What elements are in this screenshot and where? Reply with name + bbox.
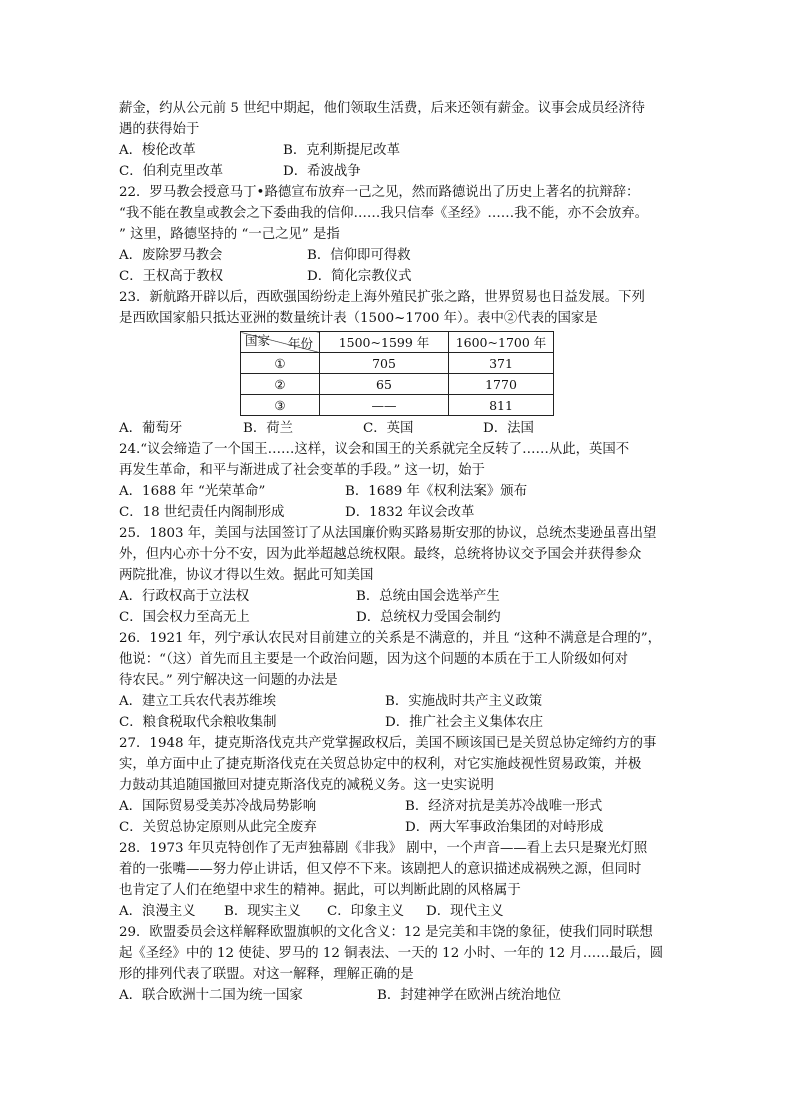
table-row xyxy=(241,353,554,374)
q22-options-row xyxy=(119,245,694,266)
q27-stem-line: 27．1948 年，捷克斯洛伐克共产党掌握政权后，美国不顾该国已是关贸总协定缔约方的事 xyxy=(119,736,657,751)
q29-stem-line: 形的排列代表了联盟。对这一解释，理解正确的是 xyxy=(119,967,414,982)
q22-option-a[interactable]: A．废除罗马教会 xyxy=(119,248,223,263)
q29-option-a[interactable]: A．联合欧洲十二国为统一国家 xyxy=(119,988,303,1003)
q25-option-b[interactable]: B．总统由国会选举产生 xyxy=(356,589,500,604)
q22-stem-line: ” 这里，路德坚持的 “一己之见” 是指 xyxy=(119,227,340,242)
table-header-row xyxy=(241,332,554,353)
q24-option-a[interactable]: A．1688 年 “光荣革命” xyxy=(119,484,266,499)
q24-options-row xyxy=(119,481,694,502)
q21-option-d[interactable]: D．希波战争 xyxy=(283,164,361,179)
q22-options-row xyxy=(119,266,694,287)
q29-options-row xyxy=(119,985,694,1006)
q25-options-row xyxy=(119,586,694,607)
q23-stem-line: 23．新航路开辟以后，西欧强国纷纷走上海外殖民扩张之路，世界贸易也日益发展。下列 xyxy=(119,290,645,305)
table-cell: 371 xyxy=(449,353,554,374)
q25-options-row xyxy=(119,607,694,628)
q26-option-a[interactable]: A．建立工兵农代表苏维埃 xyxy=(119,694,276,709)
table-row-label: ② xyxy=(241,374,320,395)
q29-stem-line: 29．欧盟委员会这样解释欧盟旗帜的文化含义：12 是完美和丰饶的象征，使我们同时联想 xyxy=(119,925,653,940)
q24-stem-line: 再发生革命，和平与渐进成了社会变革的手段。” 这一切，始于 xyxy=(119,463,485,478)
q24-option-c[interactable]: C．18 世纪责任内阁制形成 xyxy=(119,505,285,520)
q23-option-c[interactable]: C．英国 xyxy=(363,421,414,436)
table-cell: 811 xyxy=(449,395,554,416)
q22-option-c[interactable]: C．王权高于教权 xyxy=(119,269,223,284)
table-cell: 705 xyxy=(320,353,449,374)
q21-option-b[interactable]: B．克利斯提尼改革 xyxy=(283,143,400,158)
table-cell: 65 xyxy=(320,374,449,395)
q29-stem-line: 起《圣经》中的 12 使徒、罗马的 12 铜表法、一天的 12 小时、一年的 12 月……最后，圆 xyxy=(119,946,664,961)
q21-stem-line: 遇的获得始于 xyxy=(119,122,200,137)
table-cell: 1770 xyxy=(449,374,554,395)
q25-stem-line: 两院批准，协议才得以生效。据此可知美国 xyxy=(119,568,374,583)
q25-stem-line: 外，但内心亦十分不安，因为此举超越总统权限。最终，总统将协议交予国会并获得参众 xyxy=(119,547,642,562)
q28-options-row xyxy=(119,901,694,922)
corner-country-label: 国家 xyxy=(245,333,271,348)
q27-stem-line: 实，单方面中止了捷克斯洛伐克在关贸总协定中的权利，对它实施歧视性贸易政策，并极 xyxy=(119,757,642,772)
q22-stem-line: 22．罗马教会授意马丁•路德宣布放弃一己之见，然而路德说出了历史上著名的抗辩辞： xyxy=(119,185,640,200)
q25-option-c[interactable]: C．国会权力至高无上 xyxy=(119,610,250,625)
q23-options-row xyxy=(119,418,694,439)
q21-options-row xyxy=(119,161,694,182)
q23-option-b[interactable]: B．荷兰 xyxy=(243,421,294,436)
table-header-cell: 1600~1700 年 xyxy=(449,332,554,353)
q27-option-d[interactable]: D．两大军事政治集团的对峙形成 xyxy=(405,820,604,835)
q23-option-a[interactable]: A．葡萄牙 xyxy=(119,421,183,436)
q25-stem-line: 25．1803 年，美国与法国签订了从法国廉价购买路易斯安那的协议，总统杰斐逊虽喜出望 xyxy=(119,526,657,541)
q21-option-c[interactable]: C．伯利克里改革 xyxy=(119,164,223,179)
q26-stem-line: 待农民。” 列宁解决这一问题的办法是 xyxy=(119,673,338,688)
q21-options-row xyxy=(119,140,694,161)
table-cell: —— xyxy=(320,395,449,416)
q27-option-c[interactable]: C．关贸总协定原则从此完全废弃 xyxy=(119,820,317,835)
q28-stem-line: 也肯定了人们在绝望中求生的精神。据此，可以判断此剧的风格属于 xyxy=(119,883,521,898)
table-row xyxy=(241,395,554,416)
q29-option-b[interactable]: B．封建神学在欧洲占统治地位 xyxy=(377,988,561,1003)
q26-stem-line: 他说：“（这）首先而且主要是一个政治问题，因为这个问题的本质在于工人阶级如何对 xyxy=(119,652,628,667)
q26-option-d[interactable]: D．推广社会主义集体农庄 xyxy=(385,715,544,730)
q26-options-row xyxy=(119,712,694,733)
exam-page xyxy=(119,98,694,1006)
q28-option-b[interactable]: B．现实主义 xyxy=(224,904,301,919)
table-row-label: ③ xyxy=(241,395,320,416)
q22-option-d[interactable]: D．简化宗教仪式 xyxy=(307,269,412,284)
q24-option-b[interactable]: B．1689 年《权利法案》颁布 xyxy=(345,484,528,499)
q27-options-row xyxy=(119,796,694,817)
q27-stem-line: 力鼓动其追随国撤回对捷克斯洛伐克的减税义务。这一史实说明 xyxy=(119,778,494,793)
q21-option-a[interactable]: A．梭伦改革 xyxy=(119,143,196,158)
q24-stem-line: 24.“议会缔造了一个国王……这样，议会和国王的关系就完全反转了……从此，英国不 xyxy=(119,442,630,457)
ship-statistics-table xyxy=(240,331,554,416)
q27-option-a[interactable]: A．国际贸易受美苏冷战局势影响 xyxy=(119,799,317,814)
table-corner-cell xyxy=(241,332,320,353)
q27-options-row xyxy=(119,817,694,838)
q26-option-c[interactable]: C．粮食税取代余粮收集制 xyxy=(119,715,277,730)
q22-stem-line: “我不能在教皇或教会之下委曲我的信仰……我只信奉《圣经》……我不能，亦不会放弃。 xyxy=(119,206,649,221)
q21-stem-line: 薪金，约从公元前 5 世纪中期起，他们领取生活费，后来还领有薪金。议事会成员经济待 xyxy=(119,101,645,116)
q28-option-c[interactable]: C．印象主义 xyxy=(327,904,405,919)
q23-stem-line: 是西欧国家船只抵达亚洲的数量统计表（1500~1700 年）。表中②代表的国家是 xyxy=(119,311,598,326)
q23-option-d[interactable]: D．法国 xyxy=(483,421,534,436)
table-header-cell: 1500~1599 年 xyxy=(320,332,449,353)
q26-option-b[interactable]: B．实施战时共产主义政策 xyxy=(385,694,543,709)
q26-stem-line: 26．1921 年，列宁承认农民对目前建立的关系是不满意的，并且 “这种不满意是合理的”， xyxy=(119,631,661,646)
q24-options-row xyxy=(119,502,694,523)
q28-stem-line: 着的一张嘴——努力停止讲话，但又停不下来。该剧把人的意识描述成祸殃之源，但同时 xyxy=(119,862,642,877)
q24-option-d[interactable]: D．1832 年议会改革 xyxy=(345,505,475,520)
q28-option-a[interactable]: A．浪漫主义 xyxy=(119,904,196,919)
q26-options-row xyxy=(119,691,694,712)
q22-option-b[interactable]: B．信仰即可得救 xyxy=(307,248,411,263)
q28-option-d[interactable]: D．现代主义 xyxy=(426,904,504,919)
corner-year-label: 年份 xyxy=(287,336,313,351)
table-row-label: ① xyxy=(241,353,320,374)
q25-option-d[interactable]: D．总统权力受国会制约 xyxy=(356,610,501,625)
q25-option-a[interactable]: A．行政权高于立法权 xyxy=(119,589,250,604)
table-row xyxy=(241,374,554,395)
q28-stem-line: 28．1973 年贝克特创作了无声独幕剧《非我》 剧中，一个声音——看上去只是聚光灯照 xyxy=(119,841,648,856)
q27-option-b[interactable]: B．经济对抗是美苏冷战唯一形式 xyxy=(405,799,603,814)
